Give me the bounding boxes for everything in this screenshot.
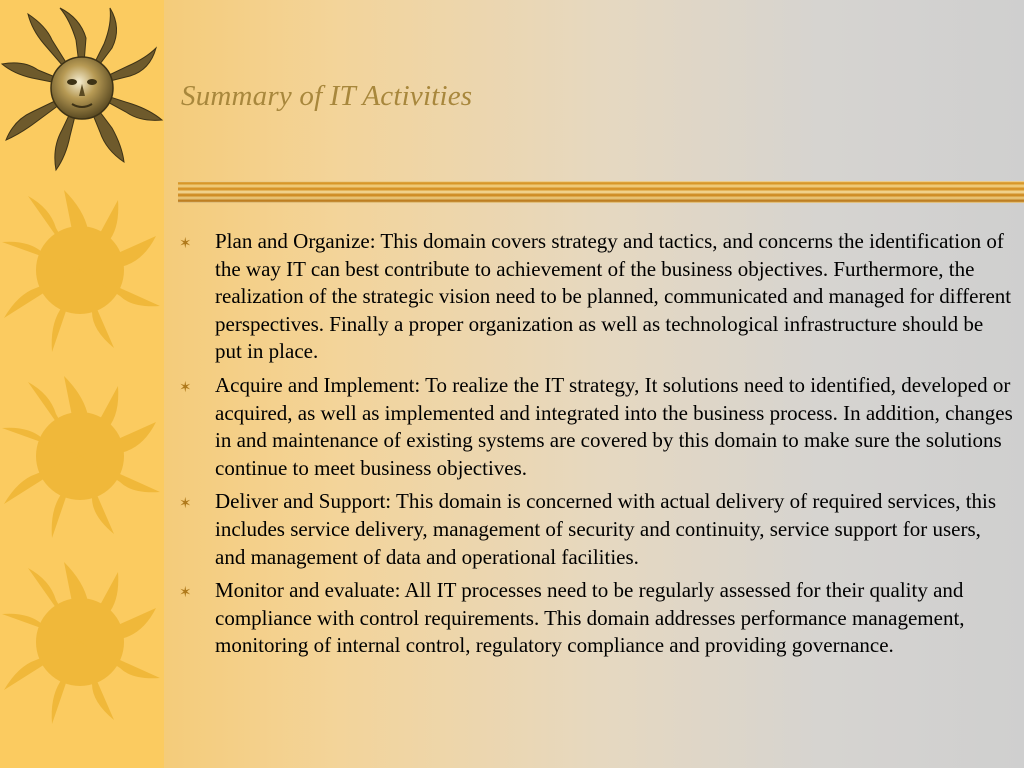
bullet-item-plan-organize (178, 228, 1014, 366)
bullet-item-deliver-support (178, 488, 1014, 571)
star-bullet-icon: ✶ (179, 583, 192, 602)
sidebar-decoration (0, 0, 164, 768)
sun-icon (0, 366, 164, 546)
sun-face-icon (0, 0, 164, 176)
bullet-text: Deliver and Support: This domain is concerned with actual delivery of required services, this includes service delivery, management of security and continuity, service support for users, and management of data and operational facilities. (215, 489, 997, 569)
star-bullet-icon: ✶ (179, 234, 192, 252)
title-divider (178, 181, 1024, 203)
slide-title: Summary of IT Activities (181, 80, 473, 112)
star-bullet-icon: ✶ (179, 377, 192, 396)
bullet-item-acquire-implement (178, 372, 1014, 482)
bullet-text: Acquire and Implement: To realize the IT strategy, It solutions need to identified, developed or acquired, as well as implemented and integrated into the business process. In addition, changes in and maintenance of existing systems are covered by this domain to make sure the solutions continue to meet business objectives. (215, 372, 1013, 480)
sun-icon (0, 180, 164, 360)
bullet-text: Plan and Organize: This domain covers strategy and tactics, and concerns the identification of the way IT can best contribute to achievement of the business objectives. Furthermore, the realization of the strategic vision need to be planned, communicated and managed for different perspectives. Finally a proper organization as well as technological infrastructure should be put in place. (215, 229, 1012, 364)
sun-icon (0, 552, 164, 732)
star-bullet-icon: ✶ (179, 494, 192, 513)
bullet-text: Monitor and evaluate: All IT processes need to be regularly assessed for their quality and compliance with control requirements. This domain addresses performance management, monitoring of internal control, regulatory compliance and providing governance. (215, 578, 965, 658)
bullet-item-monitor-evaluate (178, 577, 1014, 660)
bullet-list (178, 228, 1014, 666)
